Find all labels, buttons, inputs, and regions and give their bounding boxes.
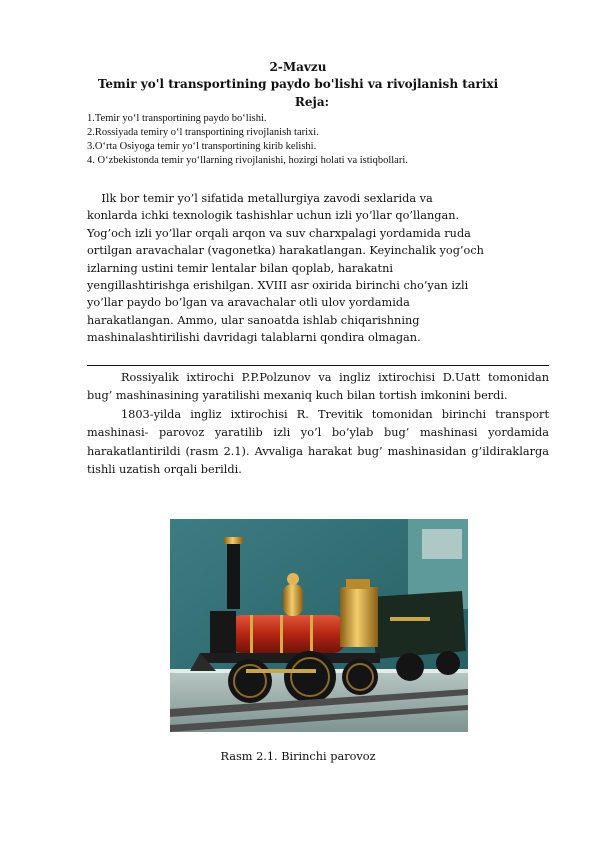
plan-item: 3.O‘rta Osiyoga temir yo‘l transportining kirib kelishi. — [87, 141, 317, 152]
figure-caption: Rasm 2.1. Birinchi parovoz — [220, 750, 376, 763]
intro-line: harakatlangan. Ammo, ular sanoatda ishlab chiqarishning — [87, 313, 420, 327]
plan-heading: Reja: — [294, 95, 330, 109]
body-text — [87, 369, 549, 479]
locomotive-photo — [170, 519, 468, 732]
intro-line: izlarning ustini temir lentalar bilan qoplab, harakatni — [87, 261, 393, 275]
intro-paragraph — [87, 190, 547, 347]
intro-line: ortilgan aravachalar (vagonetka) harakatlangan. Keyinchalik yog’och — [87, 244, 484, 258]
paragraph: 1803-yilda ingliz ixtirochisi R. Trevitik tomonidan birinchi transport mashinasi- parovoz yaratilib izli yo’l bo’ylab bug’ mashinasi yordamida harakatlantirildi (rasm 2.1). Avvaliga harakat bug’ mashinasidan g’ildiraklarga tishli uzatish orqali berildi. — [87, 407, 549, 477]
intro-line: Yog’och izli yo’llar orqali arqon va suv charxpalagi yordamida ruda — [87, 226, 471, 240]
intro-line: yo’llar paydo bo’lgan va aravachalar otli ulov yordamida — [87, 296, 410, 310]
topic-title: Temir yo'l transportining paydo bo'lishi va rivojlanish tarixi — [97, 77, 499, 91]
plan-item: 2.Rossiyada temiry o‘l transportining rivojlanish tarixi. — [87, 127, 319, 138]
plan-item: 4. O‘zbekistonda temir yo‘llarning rivojlanishi, hozirgi holati va istiqbollari. — [87, 155, 408, 166]
intro-line: mashinalashtirilishi davridagi talablarni qondira olmagan. — [87, 331, 421, 345]
intro-line: yengillashtirishga erishilgan. XVIII asr oxirida birinchi cho’yan izli — [87, 278, 469, 292]
intro-line: konlarda ichki texnologik tashishlar uchun izli yo’llar qo’llangan. — [87, 209, 460, 223]
plan-item: 1.Temir yo‘l transportining paydo bo‘lishi. — [87, 113, 267, 124]
topic-number: 2-Mavzu — [269, 60, 327, 74]
divider-line — [87, 365, 549, 366]
intro-line: Ilk bor temir yo’l sifatida metallurgiya zavodi sexlarida va — [87, 192, 433, 205]
paragraph: Rossiyalik ixtirochi P.P.Polzunov va ingliz ixtirochisi D.Uatt tomonidan bug’ mashinasining yaratilishi mexaniq kuch bilan tortish imkonini berdi. — [87, 371, 549, 403]
